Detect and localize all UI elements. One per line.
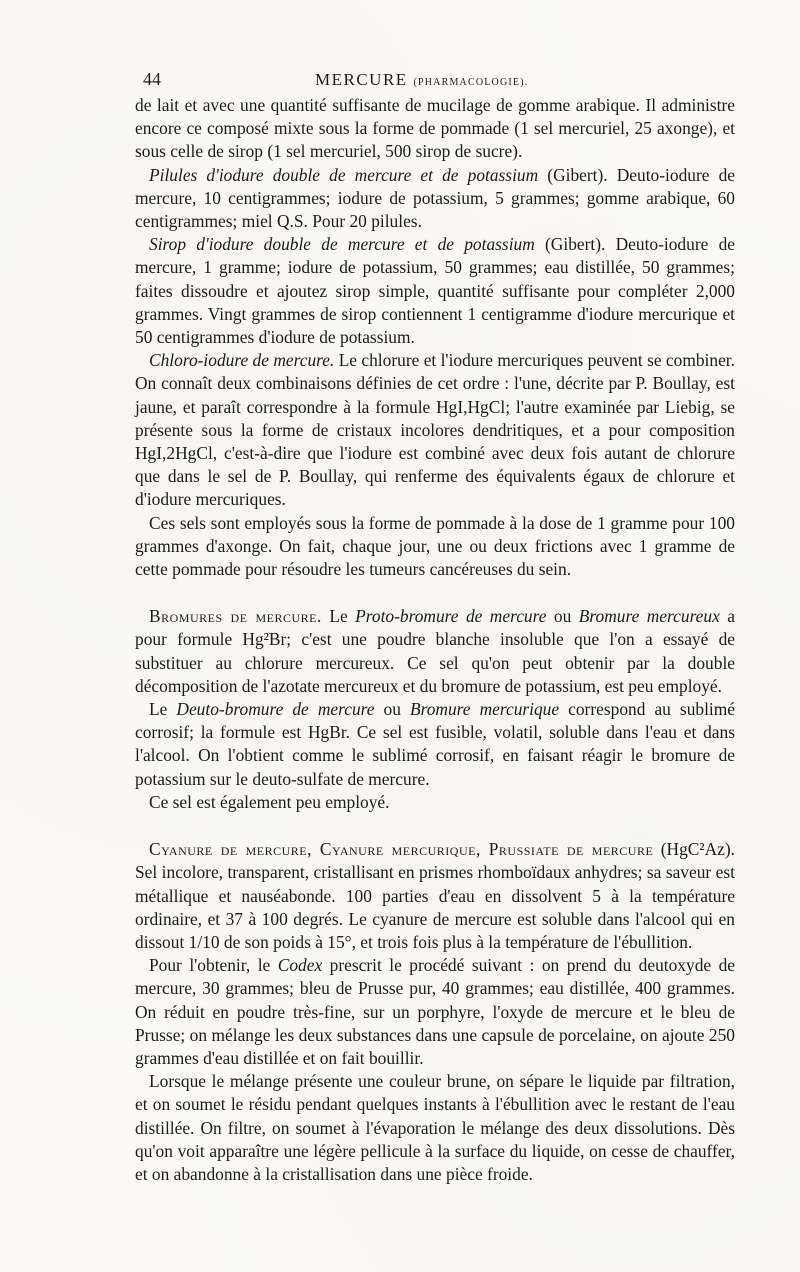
deuto-bromure-text-c: correspond au sublimé corrosif; la formule est HgBr. Ce sel est fusible, volatil, soluble dans l'eau et dans l'alcool. On l'obtient comme le sublimé corrosif, en faisant réagir le bromure de potassium sur le deuto-sulfate de mercure.: [135, 699, 735, 789]
heading-sirop: Sirop d'iodure double de mercure et de potassium: [149, 234, 535, 255]
paragraph-chloro-iodure: [135, 349, 735, 511]
deuto-bromure-text-a: Le: [149, 699, 177, 720]
paragraph-filtration: Lorsque le mélange présente une couleur brune, on sépare le liquide par filtration, et on soumet le résidu pendant quelques instants à l'ébullition avec le restant de l'eau distillée. On filtre, on soumet à l'évaporation le mélange des deux dissolutions. Dès qu'on voit apparaître une légère pellicule à la surface du liquide, on cesse de chauffer, et on abandonne à la cristallisation dans une pièce froide.: [135, 1071, 735, 1184]
running-title: [315, 68, 528, 94]
section-gap: [135, 581, 735, 605]
section-gap: [135, 814, 735, 838]
page-text: [135, 66, 735, 1186]
heading-cyanure: Cyanure de mercure, Cyanure mercurique, Prussiate de mercure: [149, 839, 654, 860]
term-bromure-mercurique: Bromure mercurique: [409, 699, 560, 720]
paragraph-pilules-text: (Gibert). Deuto-iodure de mercure, 10 centigrammes; iodure de potassium, 5 grammes; gomme arabique, 60 centigrammes; miel Q.S. Pour 20 pilules.: [135, 164, 735, 232]
term-deuto-bromure: Deuto-bromure de mercure: [176, 699, 375, 720]
paragraph-chloro-iodure-text: Le chlorure et l'iodure mercuriques peuvent se combiner. On connaît deux combinaisons définies de cet ordre : l'une, décrite par P. Boullay, est jaune, et paraît correspondre à la formule HgI,HgCl; l'autre examinée par Liebig, se présente sous la forme de cristaux incolores dendritiques, et a pour composition HgI,2HgCl, c'est-à-dire que l'iodure est combiné avec deux fois autant de chlorure que dans le sel de P. Boullay, qui renferme des équivalents égaux de chlorure et d'iodure mercuriques.: [135, 350, 735, 510]
heading-chloro-iodure: Chloro-iodure de mercure.: [149, 350, 335, 371]
paragraph-codex: [135, 954, 735, 1070]
paragraph-pommade: Ces sels sont employés sous la forme de pommade à la dose de 1 gramme pour 100 grammes d'axonge. On fait, chaque jour, une ou deux frictions avec 1 gramme de cette pommade pour résoudre les tumeurs cancéreuses du sein.: [135, 512, 735, 580]
term-bromure-mercureux: Bromure mercureux: [578, 606, 720, 627]
page-number: 44: [143, 69, 161, 89]
paragraph-peu-employe: Ce sel est également peu employé.: [149, 791, 390, 812]
paragraph-sirop: [135, 233, 735, 349]
heading-pilules: Pilules d'iodure double de mercure et de potassium: [149, 164, 539, 185]
paragraph-bromures: [135, 605, 735, 698]
term-codex: Codex: [277, 955, 323, 976]
paragraph-cyanure: [135, 838, 735, 954]
running-head: [135, 66, 735, 94]
paragraph-pilules: [135, 164, 735, 234]
bromures-text-a: Le: [321, 606, 356, 627]
bromures-text-b: ou: [546, 606, 579, 627]
paragraph-sirop-text: (Gibert). Deuto-iodure de mercure, 1 gramme; iodure de potassium, 50 grammes; eau distillée, 50 grammes; faites dissoudre et ajoutez sirop simple, quantité suffisante pour compléter 2,000 grammes. Vingt grammes de sirop contiennent 1 centigramme d'iodure mercurique et 50 centigrammes d'iodure de potassium.: [135, 234, 735, 348]
paragraph-deuto-bromure: [135, 698, 735, 791]
codex-text-b: prescrit le procédé suivant : on prend du deutoxyde de mercure, 30 grammes; bleu de Prusse pur, 40 grammes; eau distillée, 400 grammes. On réduit en poudre très-fine, sur un porphyre, l'oxyde de mercure et le bleu de Prusse; on mélange les deux substances dans une capsule de porcelaine, on ajoute 250 grammes d'eau distillée et on fait bouillir.: [135, 955, 736, 1068]
paragraph-gomme-arabique: de lait et avec une quantité suffisante de mucilage de gomme arabique. Il administre encore ce composé mixte sous la forme de pommade (1 sel mercuriel, 25 axonge), et sous celle de sirop (1 sel mercuriel, 500 sirop de sucre).: [135, 95, 735, 162]
deuto-bromure-text-b: ou: [374, 699, 410, 720]
heading-bromures: Bromures de mercure.: [149, 606, 322, 627]
running-title-subtitle: (PHARMACOLOGIE).: [413, 77, 529, 88]
codex-text-a: Pour l'obtenir, le: [149, 955, 278, 976]
bromures-text-c: a pour formule Hg²Br; c'est une poudre blanche insoluble que l'on a essayé de substituer au chlorure mercureux. Ce sel qu'on peut obtenir par la double décomposition de l'azotate mercureux et du bromure de potassium, est peu employé.: [135, 606, 735, 696]
paragraph-cyanure-text: (HgC²Az). Sel incolore, transparent, cristallisant en prismes rhomboïdaux anhydres; sa saveur est métallique et nauséabonde. 100 parties d'eau en dissolvent 5 à la température ordinaire, et 37 à 100 degrés. Le cyanure de mercure est soluble dans l'alcool qui en dissout 1/10 de son poids à 15°, et trois fois plus à la température de l'ébullition.: [135, 839, 735, 952]
running-title-main: MERCURE: [315, 70, 408, 89]
term-proto-bromure: Proto-bromure de mercure: [355, 606, 547, 627]
